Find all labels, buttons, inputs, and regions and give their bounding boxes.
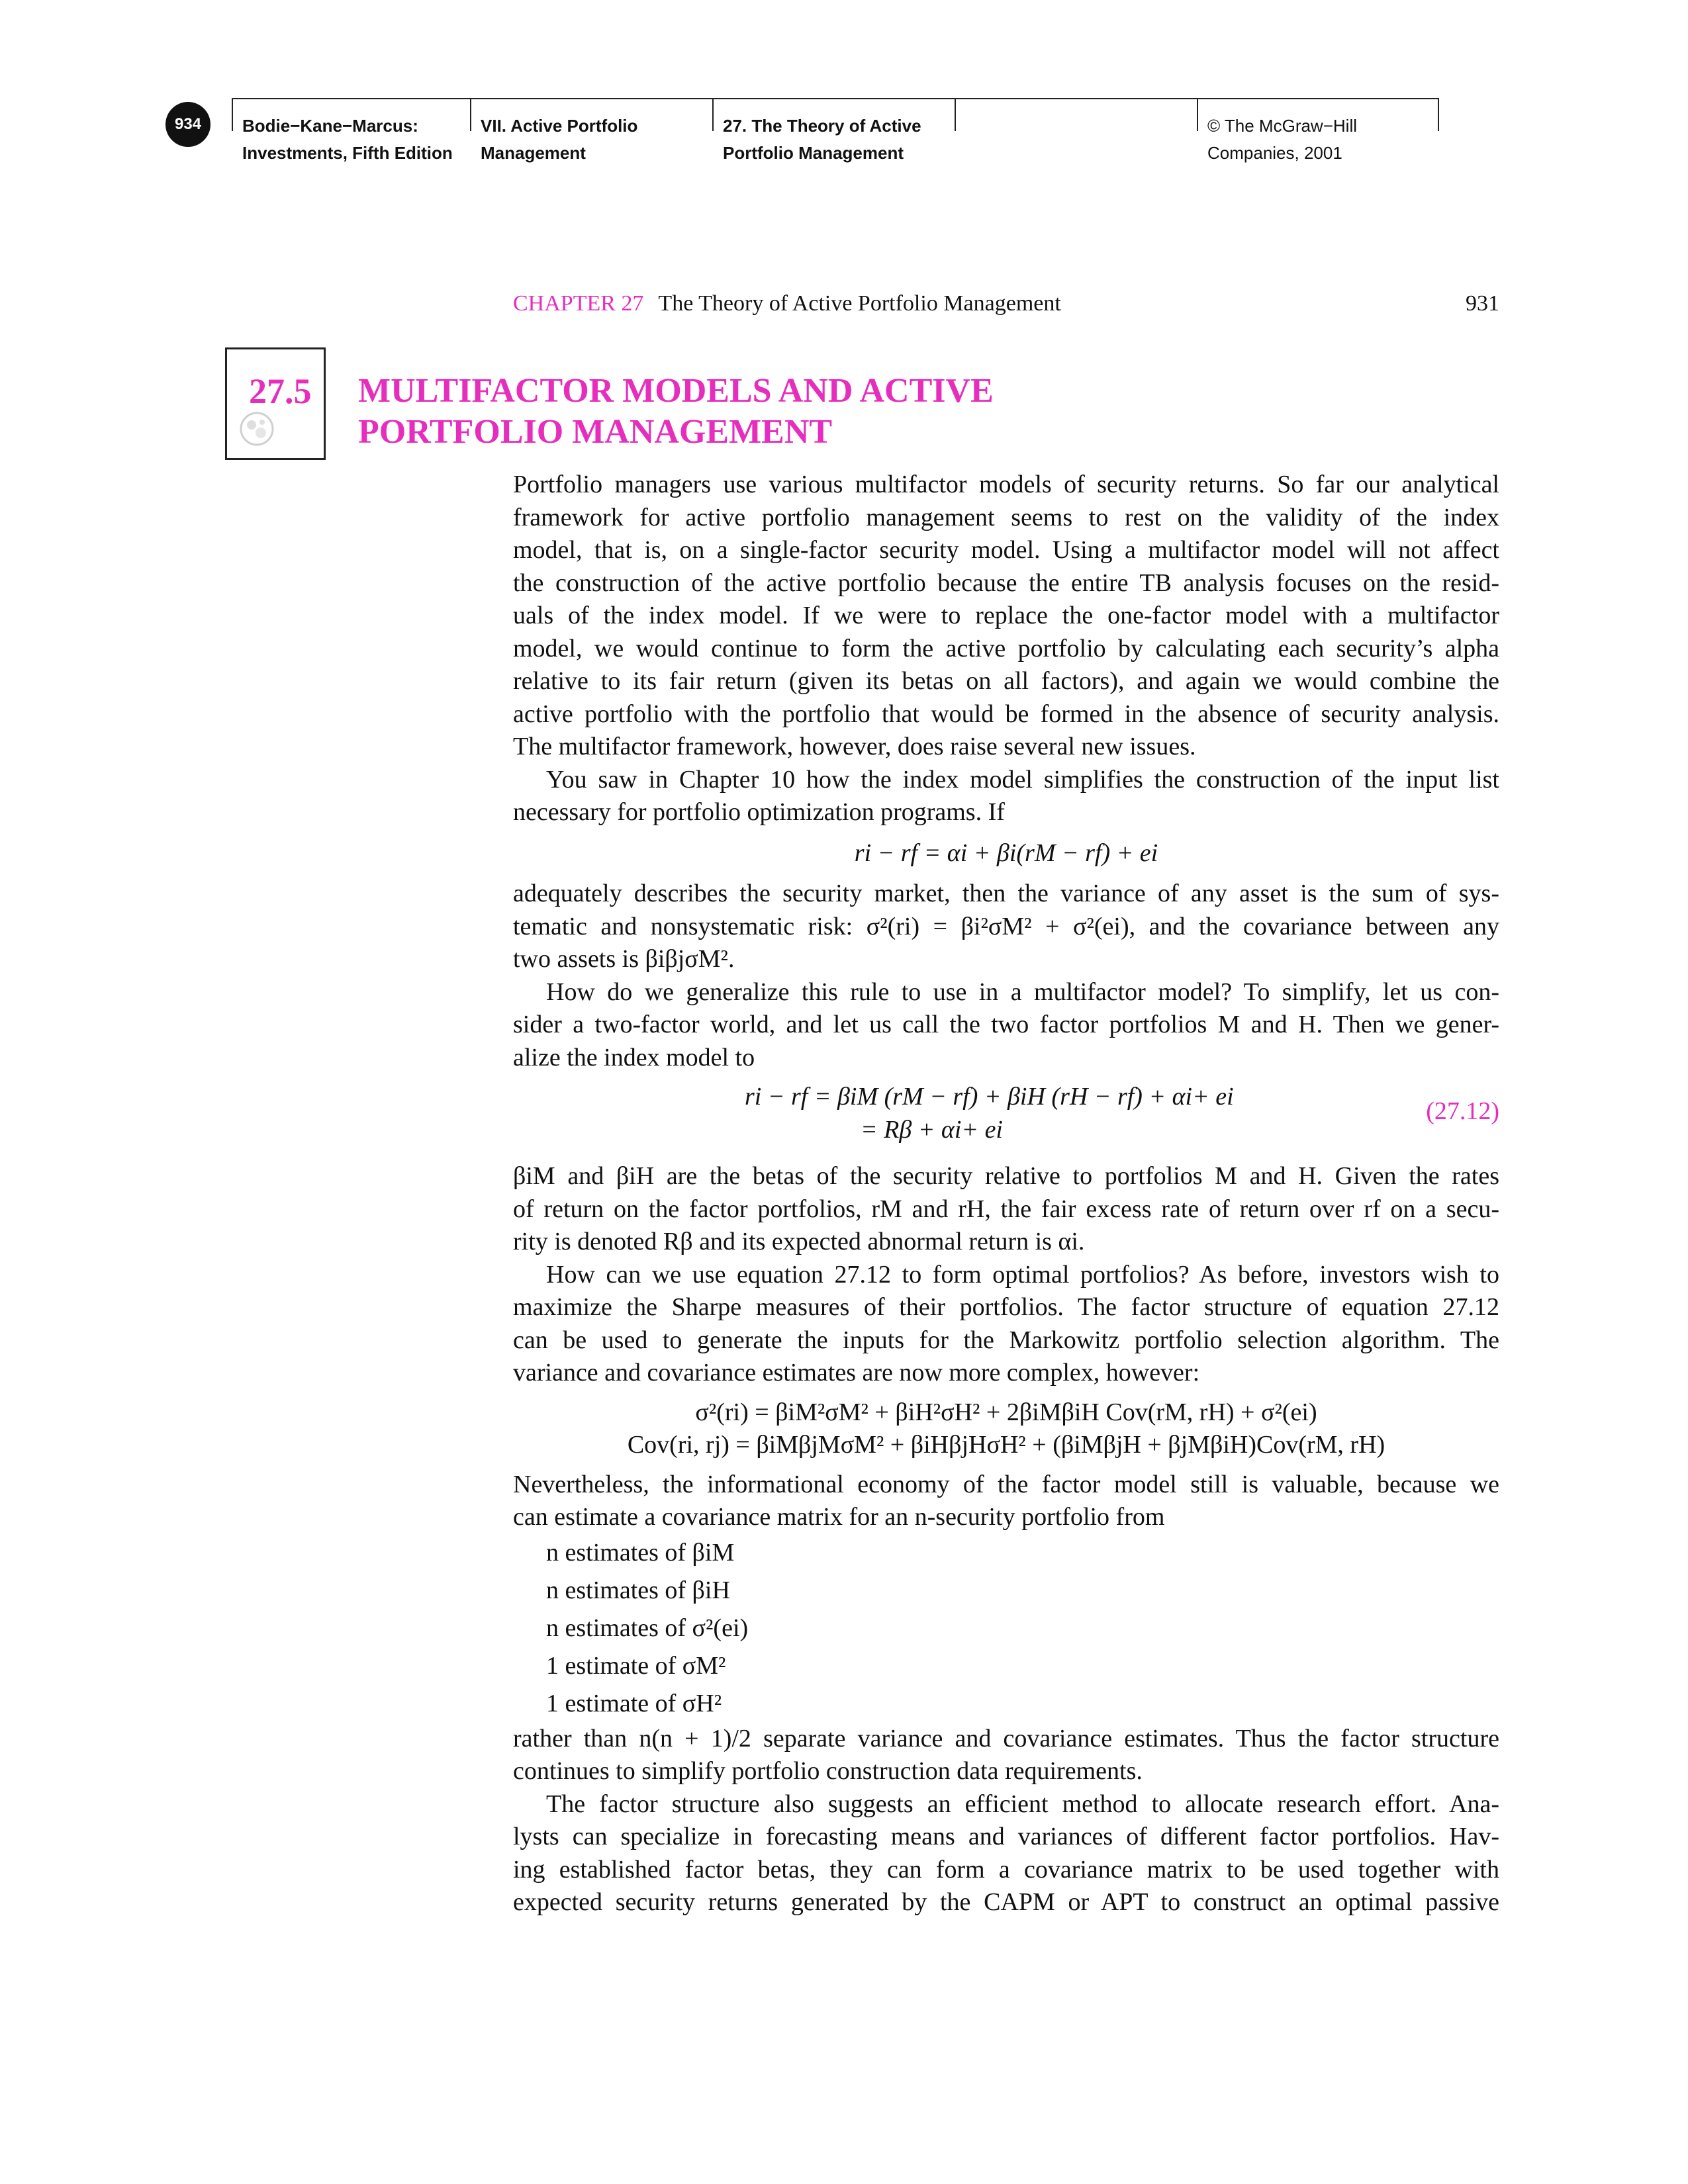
text-line: rity is denoted Rβ and its expected abnormal return is αi. <box>513 1228 1085 1255</box>
text-line: βiM and βiH are the betas of the security relative to portfolios M and H. Given the rates <box>513 1162 1499 1190</box>
header-cell-blank <box>955 98 1198 131</box>
running-head <box>513 291 1499 324</box>
header-strip <box>232 98 1438 177</box>
text-line: The factor structure also suggests an efficient method to allocate research effort. Ana- <box>546 1790 1499 1818</box>
text-line: can be used to generate the inputs for the Markowitz portfolio selection algorithm. The <box>513 1326 1499 1354</box>
equation-variance-covariance <box>513 1396 1499 1462</box>
section-title <box>358 371 1152 453</box>
text-line: sider a two-factor world, and let us call the two factor portfolios M and H. Then we gener- <box>513 1011 1499 1038</box>
header-book-line1: Bodie−Kane−Marcus: <box>242 116 418 136</box>
list-item: n estimates of βiM <box>546 1538 735 1567</box>
list-item: 1 estimate of σH² <box>546 1689 722 1717</box>
text-line: ing established factor betas, they can form a covariance matrix to be used together with <box>513 1855 1499 1884</box>
text-line: Portfolio managers use various multifactor models of security returns. So far our analytical <box>513 471 1499 498</box>
running-head-chapter: CHAPTER 27 <box>513 291 644 316</box>
equation-line: Cov(ri, rj) = βiMβjMσM² + βiHβjHσH² + (βiMβjH + βjMβiH)Cov(rM, rH) <box>627 1431 1385 1459</box>
text-line: continues to simplify portfolio construction data requirements. <box>513 1757 1143 1785</box>
text-line: uals of the index model. If we were to replace the one-factor model with a multifactor <box>513 602 1499 629</box>
list-item: n estimates of βiH <box>546 1576 730 1604</box>
text-line: the construction of the active portfolio because the entire TB analysis focuses on the resid- <box>513 569 1499 597</box>
paragraph-2 <box>513 764 1499 829</box>
text-line: model, we would continue to form the active portfolio by calculating each security’s alpha <box>513 634 1499 662</box>
equation-line: ri − rf = βiM (rM − rf) + βiH (rH − rf) + αi+ ei <box>745 1083 1234 1111</box>
equation-two-factor <box>513 1081 1499 1154</box>
paragraph-7 <box>513 1469 1499 1534</box>
text-line: How can we use equation 27.12 to form optimal portfolios? As before, investors wish to <box>546 1260 1499 1289</box>
header-book-line2: Investments, Fifth Edition <box>242 143 453 163</box>
header-cell-book <box>232 98 471 163</box>
header-copyright-line1: © The McGraw−Hill <box>1207 116 1358 136</box>
section-number: 27.5 <box>249 371 312 411</box>
paragraph-4 <box>513 976 1499 1075</box>
text-line: of return on the factor portfolios, rM and rH, the fair excess rate of return over rf on a secu- <box>513 1195 1499 1223</box>
header-cell-part <box>470 98 714 163</box>
equation-line: σ²(ri) = βiM²σM² + βiH²σH² + 2βiMβiH Cov(rM, rH) + σ²(ei) <box>695 1398 1317 1426</box>
body-text <box>513 469 1499 1919</box>
text-line: How do we generalize this rule to use in a multifactor model? To simplify, let us con- <box>546 978 1499 1006</box>
text-line: expected security returns generated by the CAPM or APT to construct an optimal passive <box>513 1888 1499 1916</box>
text-line: The multifactor framework, however, does raise several new issues. <box>513 733 1196 760</box>
paragraph-3 <box>513 878 1499 976</box>
text-line: You saw in Chapter 10 how the index model simplifies the construction of the input list <box>546 765 1499 794</box>
header-cell-chapter <box>712 98 956 163</box>
text-line: tematic and nonsystematic risk: σ²(ri) = βi²σM² + σ²(ei), and the covariance between any <box>513 912 1499 940</box>
paragraph-8 <box>513 1723 1499 1788</box>
text-line: framework for active portfolio management seems to rest on the validity of the index <box>513 503 1499 531</box>
text-line: relative to its fair return (given its betas on all factors), and again we would combine the <box>513 667 1499 695</box>
section-title-line1: MULTIFACTOR MODELS AND ACTIVE <box>358 372 994 410</box>
header-copyright-line2: Companies, 2001 <box>1207 143 1342 163</box>
page-number: 931 <box>1466 291 1499 316</box>
header-cell-copyright <box>1197 98 1439 163</box>
equation-number: (27.12) <box>1426 1097 1499 1125</box>
text-line: maximize the Sharpe measures of their portfolios. The factor structure of equation 27.12 <box>513 1293 1499 1321</box>
globe-decoration-icon <box>237 409 277 449</box>
paragraph-5 <box>513 1160 1499 1259</box>
header-part-line2: Management <box>481 143 586 163</box>
text-line: necessary for portfolio optimization programs. If <box>513 798 1005 826</box>
text-line: can estimate a covariance matrix for an n-security portfolio from <box>513 1503 1165 1531</box>
text-line: lysts can specialize in forecasting means and variances of different factor portfolios. Hav- <box>513 1823 1499 1850</box>
running-head-title: The Theory of Active Portfolio Management <box>658 291 1061 316</box>
paragraph-1 <box>513 469 1499 764</box>
text-line: adequately describes the security market, then the variance of any asset is the sum of sys- <box>513 880 1499 907</box>
text-line: variance and covariance estimates are now more complex, however: <box>513 1359 1200 1387</box>
text-line: alize the index model to <box>513 1043 755 1071</box>
header-chapter-line2: Portfolio Management <box>723 143 904 163</box>
header-part-line1: VII. Active Portfolio <box>481 116 638 136</box>
text-line: rather than n(n + 1)/2 separate variance and covariance estimates. Thus the factor structure <box>513 1724 1499 1752</box>
paragraph-6 <box>513 1259 1499 1390</box>
page-badge: 934 <box>165 102 211 147</box>
list-item: 1 estimate of σM² <box>546 1651 726 1680</box>
list-item: n estimates of σ²(ei) <box>546 1614 749 1642</box>
equation-line: = Rβ + αi+ ei <box>861 1116 1003 1144</box>
text-line: Nevertheless, the informational economy of the factor model still is valuable, because we <box>513 1470 1499 1498</box>
paragraph-9 <box>513 1788 1499 1919</box>
section-title-line2: PORTFOLIO MANAGEMENT <box>358 413 833 451</box>
header-chapter-line1: 27. The Theory of Active <box>723 116 921 136</box>
text-line: active portfolio with the portfolio that would be formed in the absence of security analysis. <box>513 700 1499 728</box>
equation-single-index: ri − rf = αi + βi(rM − rf) + ei <box>854 839 1158 867</box>
text-line: model, that is, on a single-factor security model. Using a multifactor model will not affect <box>513 536 1499 564</box>
estimates-list <box>546 1534 1499 1723</box>
text-line: two assets is βiβjσM². <box>513 945 735 973</box>
